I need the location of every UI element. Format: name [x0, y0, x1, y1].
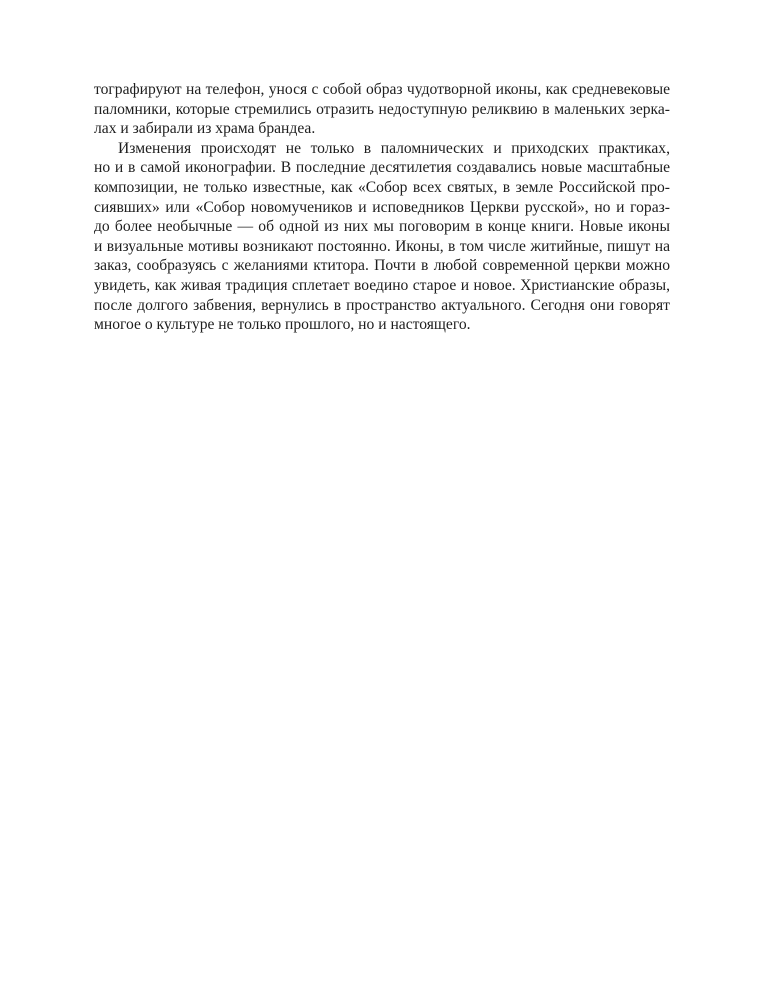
text-line: заказ, сообразуясь с желаниями ктитора. Почти в любой современной церкви можно: [94, 257, 670, 275]
paragraph-1: [94, 80, 670, 139]
text-line: лах и забирали из храма брандеа.: [94, 120, 316, 138]
text-line: но и в самой иконографии. В последние десятилетия создавались новые масштабные: [94, 159, 670, 177]
text-line: тографируют на телефон, унося с собой образ чудотворной иконы, как средневековые: [94, 81, 670, 98]
text-line: многое о культуре не только прошлого, но и настоящего.: [94, 316, 471, 334]
text-line: и визуальные мотивы возникают постоянно. Иконы, в том числе житийные, пишут на: [94, 237, 670, 255]
text-line: после долгого забвения, вернулись в пространство актуального. Сегодня они говорят: [94, 296, 670, 314]
paragraph-2: [94, 139, 670, 335]
text-line: композиции, не только известные, как «Собор всех святых, в земле Российской про-: [94, 178, 670, 196]
text-line: до более необычные — об одной из них мы поговорим в конце книги. Новые иконы: [94, 218, 670, 236]
text-line: Изменения происходят не только в паломнических и приходских практиках,: [118, 139, 670, 157]
text-line: увидеть, как живая традиция сплетает воедино старое и новое. Христианские образы,: [94, 276, 670, 294]
text-line: сиявших» или «Собор новомучеников и исповедников Церкви русской», но и гораз-: [94, 198, 670, 216]
text-line: паломники, которые стремились отразить недоступную реликвию в маленьких зерка-: [94, 100, 670, 118]
body-text: [94, 80, 670, 335]
